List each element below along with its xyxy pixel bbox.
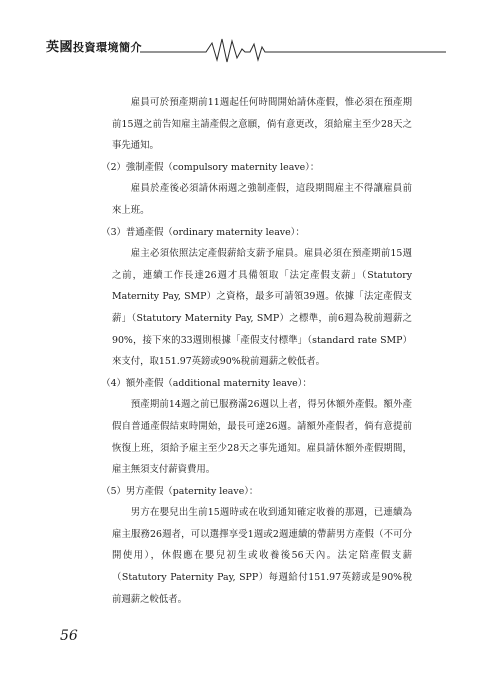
section-heading-additional: （4）額外產假（additional maternity leave）： (101, 377, 312, 389)
header-title-country: 英國 (46, 40, 74, 55)
page-number: 56 (60, 628, 78, 644)
running-header (46, 30, 446, 70)
section-heading-ordinary: （3）普通產假（ordinary maternity leave）： (101, 226, 305, 238)
section-text-paternity: 男方在嬰兒出生前15週時或在收到通知確定收養的那週，已連續為雇主服務26週者，可以選擇享受1週或2週連續的帶薪男方產假（不可分開使用），休假應在嬰兒初生或收養後56天內。法定陪產假支薪（Statutory Paternity Pay, SPP）每週給付151.97英鎊或是90%稅前週薪之較低者。 (112, 507, 412, 605)
section-text-ordinary: 雇主必須依照法定產假薪給支薪予雇員。雇員必須在預產期前15週之前，連續工作長達26週才具備領取「法定產假支薪」（Statutory Maternity Pay, SMP）之資格，最多可請領39週。依據「法定產假支薪」（Statutory Maternity Pay, SMP）之標準，前6週為稅前週薪之90%，接下來的33週則根據「產假支付標準」（standard rate SMP）來支付，取151.97英鎊或90%稅前週薪之較低者。 (112, 248, 412, 368)
section-heading-paternity: （5）男方產假（paternity leave）： (101, 485, 259, 497)
header-title (46, 36, 142, 55)
section-text-compulsory: 雇員於產後必須請休兩週之強制產假，這段期間雇主不得讓雇員前來上班。 (112, 183, 412, 216)
header-title-subject: 投資環境簡介 (73, 41, 143, 54)
page-body (101, 92, 412, 610)
section-heading-compulsory: （2）強制產假（compulsory maternity leave）： (101, 161, 320, 173)
intro-paragraph: 雇員可於預產期前11週起任何時間開始請休產假，惟必須在預產期前15週之前告知雇主請產假之意願，倘有意更改，須給雇主至少28天之事先通知。 (112, 97, 412, 152)
section-text-additional: 預產期前14週之前已服務滿26週以上者，得另休額外產假。額外產假自普通產假結束時開始，最長可達26週。請額外產假者，倘有意提前恢復上班，須給予雇主至少28天之事先通知。雇員請休額外產假期間，雇主無須支付薪資費用。 (112, 399, 412, 476)
